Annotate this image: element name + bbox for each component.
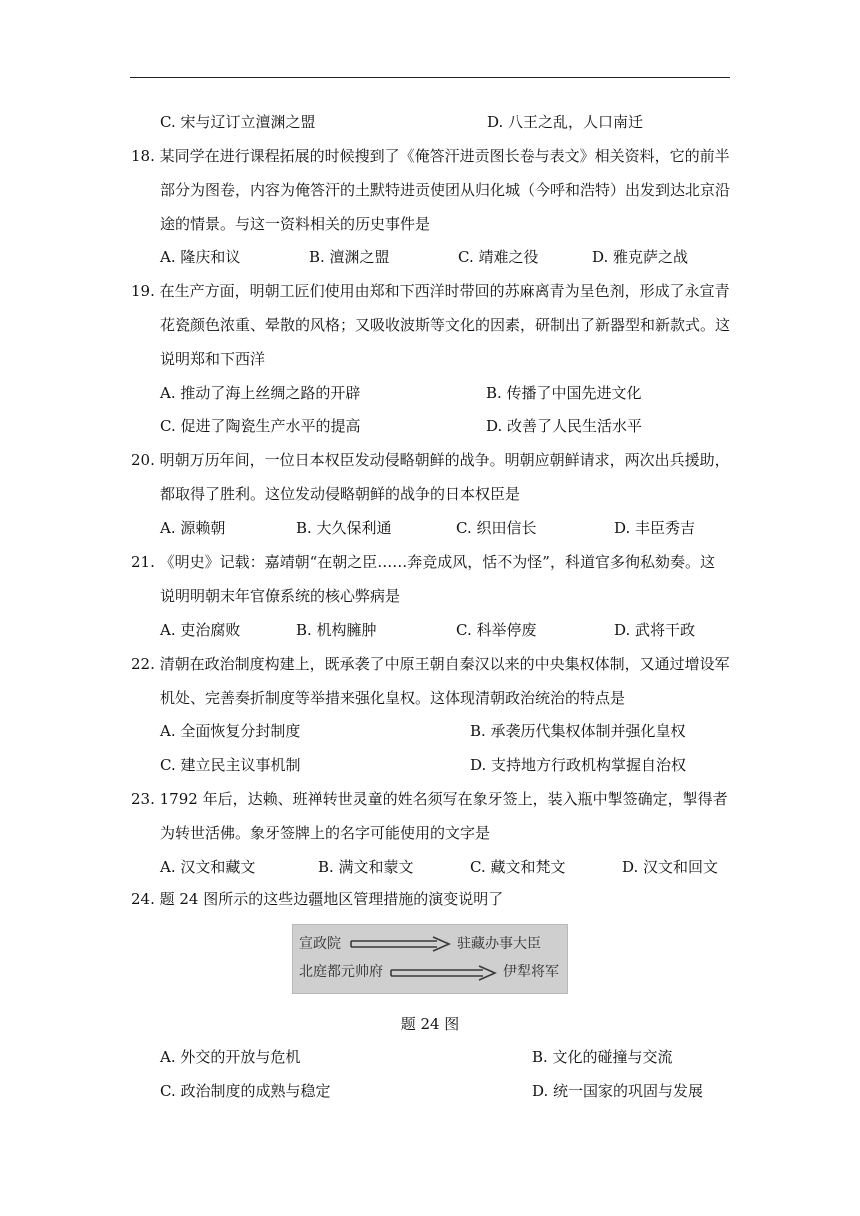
q23-option-c: C. 藏文和梵文 <box>470 858 566 876</box>
q21-option-b: B. 机构臃肿 <box>296 621 377 639</box>
q18-option-a: A. 隆庆和议 <box>160 248 241 266</box>
q20-stem-line-2: 都取得了胜利。这位发动侵略朝鲜的战争的日本权臣是 <box>160 485 521 503</box>
q19-stem-line-1: 19. 在生产方面，明朝工匠们使用由郑和下西洋时带回的苏麻离青为呈色剂，形成了永宣青 <box>131 282 730 300</box>
q22-option-b: B. 承袭历代集权体制并强化皇权 <box>470 722 686 740</box>
q18-option-d: D. 雅克萨之战 <box>592 248 689 266</box>
q20-option-c: C. 织田信长 <box>456 519 537 537</box>
q18-stem-line-3: 途的情景。与这一资料相关的历史事件是 <box>160 215 431 233</box>
q21-option-c: C. 科举停废 <box>456 621 537 639</box>
q20-option-b: B. 大久保利通 <box>296 519 392 537</box>
figure-24 <box>292 924 568 994</box>
q19-option-a: A. 推动了海上丝绸之路的开辟 <box>160 384 361 402</box>
q19-option-c: C. 促进了陶瓷生产水平的提高 <box>160 417 361 435</box>
q20-stem-line-1: 20. 明朝万历年间，一位日本权臣发动侵略朝鲜的战争。明朝应朝鲜请求，两次出兵援助， <box>131 451 730 469</box>
q21-stem-line-2: 说明明朝末年官僚系统的核心弊病是 <box>160 587 401 605</box>
q21-option-d: D. 武将干政 <box>614 621 696 639</box>
figure-row2-to: 伊犁将军 <box>503 964 559 980</box>
q18-stem-line-1: 18. 某同学在进行课程拓展的时候搜到了《俺答汗进贡图长卷与表文》相关资料，它的前半 <box>131 147 730 165</box>
q19-stem-line-2: 花瓷颜色浓重、晕散的风格；又吸收波斯等文化的因素，研制出了新器型和新款式。这 <box>160 316 731 334</box>
q24-option-a: A. 外交的开放与危机 <box>160 1048 301 1066</box>
q22-option-a: A. 全面恢复分封制度 <box>160 722 301 740</box>
double-arrow-icon <box>389 965 499 981</box>
q17-option-c: C. 宋与辽订立澶渊之盟 <box>160 113 316 131</box>
header-rule <box>130 77 730 78</box>
q21-stem-line-1: 21. 《明史》记载：嘉靖朝“在朝之臣……奔竞成风，恬不为怪”，科道官多徇私劾奏。这 <box>131 553 715 571</box>
q24-option-b: B. 文化的碰撞与交流 <box>532 1048 673 1066</box>
figure-row2-from: 北庭都元帅府 <box>299 964 383 980</box>
q19-option-b: B. 传播了中国先进文化 <box>486 384 642 402</box>
q22-stem-line-2: 机处、完善奏折制度等举措来强化皇权。这体现清朝政治统治的特点是 <box>160 689 626 707</box>
q24-option-d: D. 统一国家的巩固与发展 <box>532 1082 704 1100</box>
q23-stem-line-2: 为转世活佛。象牙签牌上的名字可能使用的文字是 <box>160 824 491 842</box>
q24-stem-line-1: 24. 题 24 图所示的这些边疆地区管理措施的演变说明了 <box>131 890 504 908</box>
q20-option-d: D. 丰臣秀吉 <box>614 519 696 537</box>
q24-option-c: C. 政治制度的成熟与稳定 <box>160 1082 331 1100</box>
figure-row1-to: 驻藏办事大臣 <box>457 936 541 952</box>
q18-option-c: C. 靖难之役 <box>458 248 539 266</box>
q18-stem-line-2: 部分为图卷，内容为俺答汗的土默特进贡使团从归化城（今呼和浩特）出发到达北京沿 <box>160 181 731 199</box>
q23-option-b: B. 满文和蒙文 <box>318 858 414 876</box>
q23-option-a: A. 汉文和藏文 <box>160 858 256 876</box>
q22-option-d: D. 支持地方行政机构掌握自治权 <box>470 756 687 774</box>
q23-stem-line-1: 23. 1792 年后，达赖、班禅转世灵童的姓名须写在象牙签上，装入瓶中掣签确定，掣得者 <box>131 790 728 808</box>
q19-stem-line-3: 说明郑和下西洋 <box>160 350 266 368</box>
q23-option-d: D. 汉文和回文 <box>622 858 719 876</box>
figure-caption: 题 24 图 <box>400 1015 460 1033</box>
q17-option-d: D. 八王之乱，人口南迁 <box>487 113 644 131</box>
q20-option-a: A. 源赖朝 <box>160 519 226 537</box>
q18-option-b: B. 澶渊之盟 <box>309 248 390 266</box>
q22-option-c: C. 建立民主议事机制 <box>160 756 301 774</box>
figure-row1-from: 宣政院 <box>299 936 341 952</box>
q22-stem-line-1: 22. 清朝在政治制度构建上，既承袭了中原王朝自秦汉以来的中央集权体制，又通过增设军 <box>131 655 730 673</box>
double-arrow-icon <box>349 936 453 952</box>
q21-option-a: A. 吏治腐败 <box>160 621 241 639</box>
q19-option-d: D. 改善了人民生活水平 <box>486 417 643 435</box>
